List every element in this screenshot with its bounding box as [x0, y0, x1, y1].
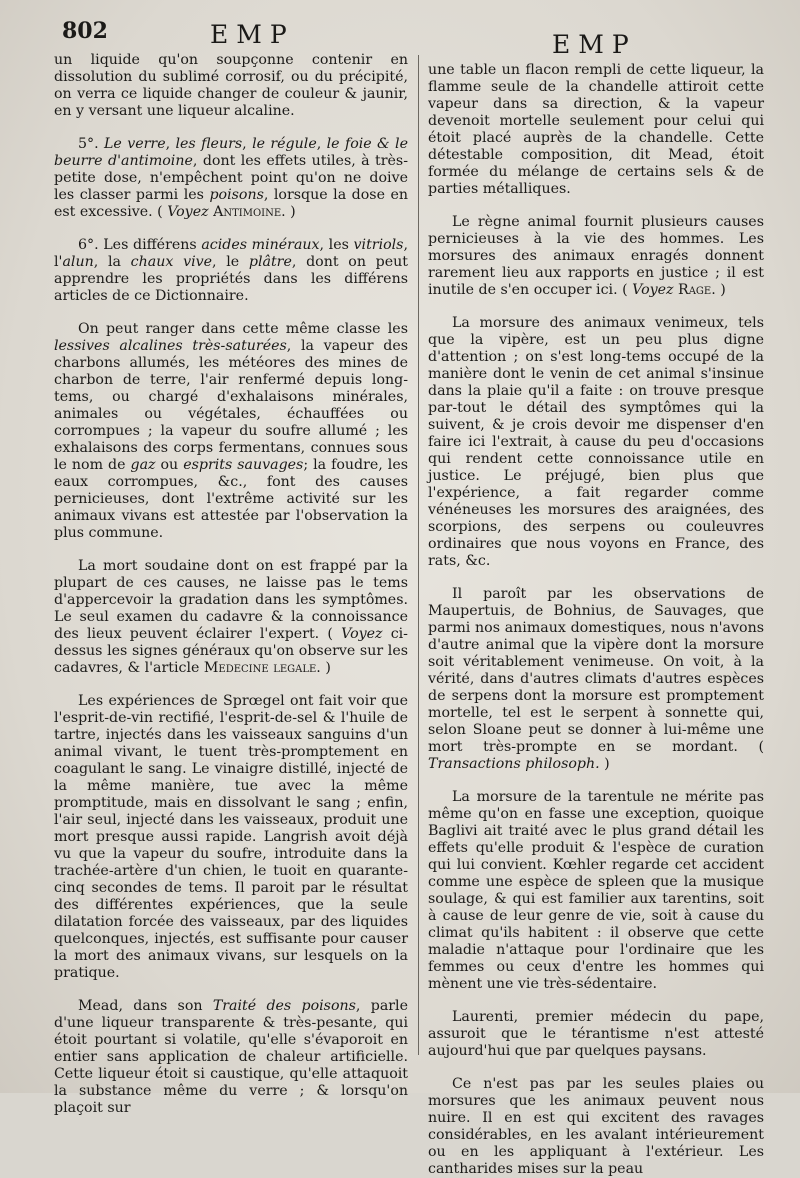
- paragraph: On peut ranger dans cette même classe les lessives alcalines très-saturées, la vapeur des charbons allumés, les météores des mines de charbon de terre, l'air renfermé depuis long-tems, ou chargé d'exhalaisons minérales, animales ou végétales, échauffées ou corrompues ; la vapeur du soufre allumé ; les exhalaisons des corps fermentans, connues sous le nom de gaz ou esprits sauvages; la foudre, les eaux corrompues, &c., font des causes pernicieuses, dont l'extrême activité sur les animaux vivans est attestée par l'observation la plus commune.: [54, 321, 409, 541]
- right-column: [428, 62, 764, 1178]
- paragraph: Laurenti, premier médecin du pape, assuroit que le térantisme n'est attesté aujourd'hui que par quelques paysans.: [428, 1009, 764, 1059]
- paragraph: 6°. Les différens acides minéraux, les vitriols, l'alun, la chaux vive, le plâtre, dont on peut apprendre les propriétés dans les différens articles de ce Dictionnaire.: [54, 237, 408, 304]
- paragraph: Le règne animal fournit plusieurs causes pernicieuses à la vie des hommes. Les morsures des animaux enragés donnent rarement lieu aux rapports en justice ; il est inutile de s'en occuper ici. ( Voyez Rage. ): [428, 214, 764, 298]
- paragraph: La morsure de la tarentule ne mérite pas même qu'on en fasse une exception, quoique Baglivi ait traité avec le plus grand détail les effets qu'elle produit & l'espèce de curation qui lui convient. Kœhler regarde cet accident comme une espèce de spleen que la musique soulage, & qui est familier aux tarentins, soit à cause de leur genre de vie, soit à cause du climat qu'ils habitent : il observe que cette maladie n'attaque pour l'ordinaire que les femmes ou ceux d'entre les hommes qui mènent une vie très-sédentaire.: [428, 789, 764, 992]
- right-running-head: EMP: [552, 30, 637, 59]
- left-running-head: EMP: [210, 20, 295, 49]
- page-number: 802: [62, 18, 108, 44]
- paragraph: Mead, dans son Traité des poisons, parle d'une liqueur transparente & très-pesante, qui étoit pourtant si volatile, qu'elle s'évaporoit en entier sans application de chaleur artificielle. Cette liqueur étoit si caustique, qu'elle attaquoit la substance même du verre ; & lorsqu'on plaçoit sur: [54, 998, 408, 1116]
- paragraph: La mort soudaine dont on est frappé par la plupart de ces causes, ne laisse pas le tems d'appercevoir la gradation dans les symptômes. Le seul examen du cadavre & la connoissance des lieux peuvent éclairer l'expert. ( Voyez ci-dessus les signes généraux qu'on observe sur les cadavres, & l'article Medecine legale. ): [54, 558, 408, 676]
- cross-reference: Rage: [678, 282, 712, 298]
- column-divider: [418, 55, 419, 1055]
- cross-reference: Antimoine: [213, 204, 282, 220]
- left-column: [54, 52, 408, 1117]
- cross-reference: Medecine legale: [203, 660, 317, 676]
- paragraph: La morsure des animaux venimeux, tels que la vipère, est un peu plus digne d'attention ; on s'est long-tems occupé de la manière dont le venin de cet animal s'insinue dans la plaie qu'il a faite : on trouve presque par-tout le détail des symptômes qui la suivent, & je crois devoir me dispenser d'en faire ici l'extrait, à cause du peu d'occasions qui rendent cette connoissance utile en justice. Le préjugé, bien plus que l'expérience, a fait regarder comme vénéneuses les morsures des araignées, des scorpions, des serpens ou couleuvres ordinaires que nous voyons en France, des rats, &c.: [428, 315, 764, 569]
- paragraph: Les expériences de Sprœgel ont fait voir que l'esprit-de-vin rectifié, l'esprit-de-sel & l'huile de tartre, injectés dans les vaisseaux sanguins d'un animal vivant, le tuent très-promptement en coagulant le sang. Le vinaigre distillé, injecté de la même manière, tue avec la même promptitude, mais en dissolvant le sang ; enfin, l'air seul, injecté dans les vaisseaux, produit une mort presque aussi rapide. Langrish avoit déjà vu que la vapeur du soufre, introduite dans la trachée-artère d'un chien, le tuoit en quarante-cinq secondes de tems. Il paroit par le résultat des différentes expériences, que la seule dilatation forcée des vaisseaux, par des liquides quelconques, injectés, est suffisante pour causer la mort des animaux vivans, sur lesquels on la pratique.: [54, 693, 408, 981]
- paragraph: 5°. Le verre, les fleurs, le régule, le foie & le beurre d'antimoine, dont les effets utiles, à très-petite dose, n'empêchent point qu'on ne doive les classer parmi les poisons, lorsque la dose en est excessive. ( Voyez Antimoine. ): [54, 136, 409, 220]
- paragraph: Il paroît par les observations de Maupertuis, de Bohnius, de Sauvages, que parmi nos animaux domestiques, nous n'avons d'autre animal que la vipère dont la morsure soit véritablement venimeuse. On voit, à la vérité, dans d'autres climats d'autres espèces de serpens dont la morsure est promptement mortelle, tel est le serpent à sonnette qui, selon Sloane peut se donner à lui-même une mort très-prompte en se mordant. ( Transactions philosoph. ): [428, 586, 764, 772]
- paragraph: une table un flacon rempli de cette liqueur, la flamme seule de la chandelle attiroit cette vapeur dans sa direction, & la vapeur devenoit mortelle seulement pour celui qui étoit placé auprès de la chandelle. Cette détestable composition, dit Mead, étoit formée du mélange de certains sels & de parties métalliques.: [428, 62, 764, 197]
- paragraph: un liquide qu'on soupçonne contenir en dissolution du sublimé corrosif, ou du précipité, on verra ce liquide changer de couleur & jaunir, en y versant une liqueur alcaline.: [54, 52, 408, 119]
- paragraph: Ce n'est pas par les seules plaies ou morsures que les animaux peuvent nous nuire. Il en est qui excitent des ravages considérables, en les avalant intérieurement ou en les appliquant à l'extérieur. Les cantharides mises sur la peau: [428, 1076, 764, 1177]
